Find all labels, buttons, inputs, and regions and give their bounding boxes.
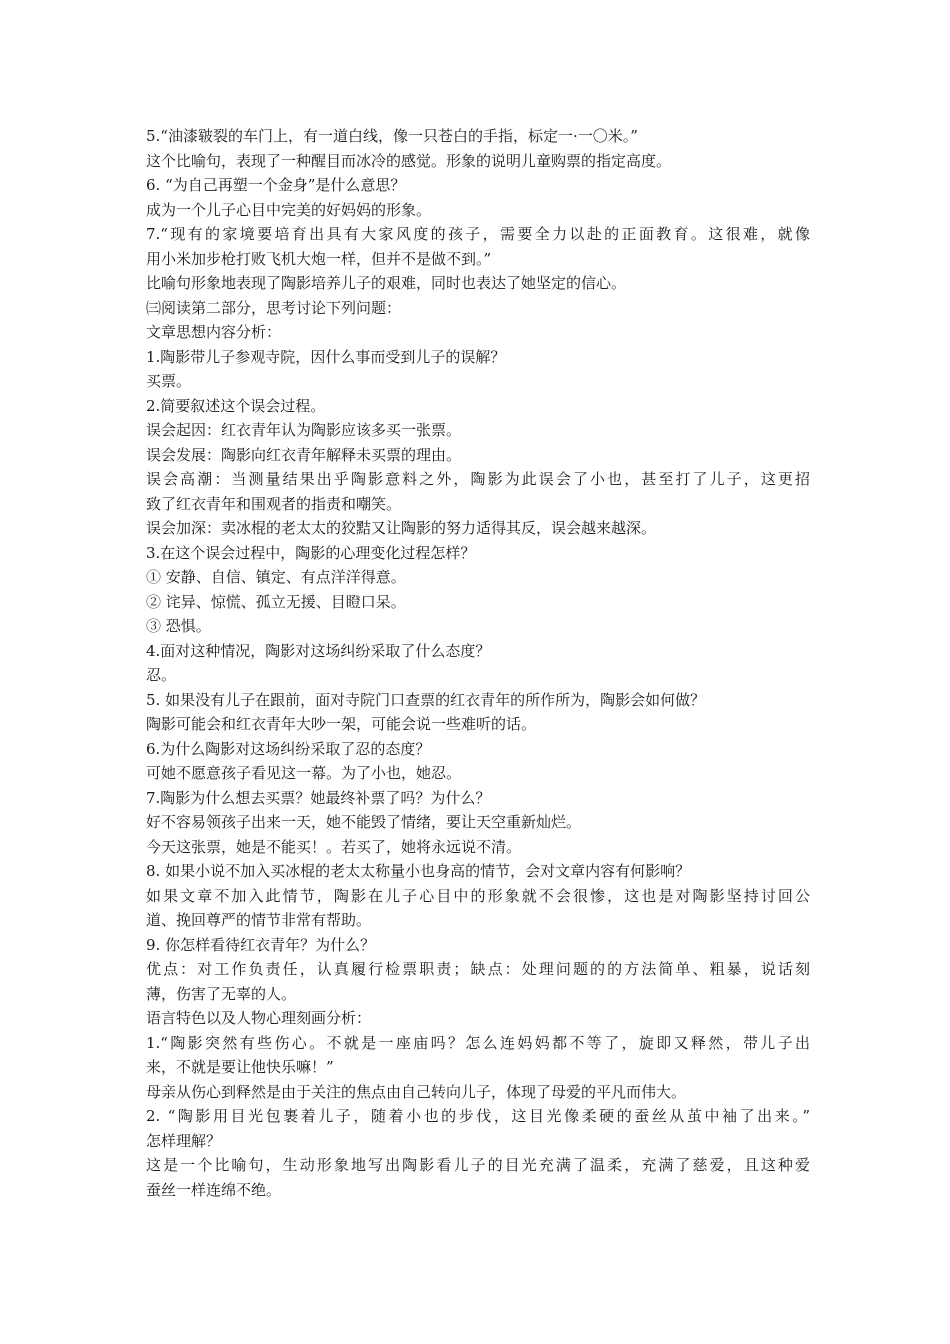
text-line: 这是一个比喻句，生动形象地写出陶影看儿子的目光充满了温柔，充满了慈爱，且这种爱: [146, 1156, 810, 1174]
text-line: 致了红衣青年和围观者的指责和嘲笑。: [146, 494, 402, 513]
text-line: 这个比喻句，表现了一种醒目而冰冷的感觉。形象的说明儿童购票的指定高度。: [146, 151, 672, 170]
text-line: 道、挽回尊严的情节非常有帮助。: [146, 911, 372, 929]
text-line: 7.“现有的家境要培育出具有大家风度的孩子，需要全力以赴的正面教育。这很难，就像: [146, 225, 810, 243]
text-line: 语言特色以及人物心理刻画分析：: [146, 1009, 372, 1027]
text-line: 3.在这个误会过程中，陶影的心理变化过程怎样？: [146, 543, 476, 562]
text-line: 如果文章不加入此情节，陶影在儿子心目中的形象就不会很惨，这也是对陶影坚持讨回公: [146, 886, 810, 905]
text-line: ㈢阅读第二部分，思考讨论下列问题：: [146, 298, 402, 317]
text-line: 1.“陶影突然有些伤心。不就是一座庙吗？怎么连妈妈都不等了，旋即又释然，带儿子出: [146, 1033, 810, 1052]
text-line: 1.陶影带儿子参观寺院，因什么事而受到儿子的误解？: [146, 347, 506, 366]
text-line: ① 安静、自信、镇定、有点洋洋得意。: [146, 568, 406, 586]
text-line: 误会起因：红衣青年认为陶影应该多买一张票。: [146, 421, 462, 439]
text-line: 来，不就是要让他快乐嘛！”: [146, 1058, 334, 1076]
text-line: ③ 恐惧。: [146, 617, 211, 635]
text-line: 误会发展：陶影向红衣青年解释未买票的理由。: [146, 445, 462, 464]
text-line: 文章思想内容分析：: [146, 323, 282, 341]
text-line: 误会高潮：当测量结果出乎陶影意料之外，陶影为此误会了小也，甚至打了儿子，这更招: [146, 470, 810, 488]
text-line: 6.为什么陶影对这场纠纷采取了忍的态度？: [146, 739, 431, 758]
text-line: 9. 你怎样看待红衣青年？为什么？: [146, 935, 376, 954]
text-line: 母亲从伤心到释然是由于关注的焦点由自己转向儿子，体现了母爱的平凡而伟大。: [146, 1082, 687, 1101]
text-line: 成为一个儿子心目中完美的好妈妈的形象。: [146, 200, 432, 219]
text-line: 薄，伤害了无辜的人。: [146, 984, 297, 1003]
text-line: 8. 如果小说不加入买冰棍的老太太称量小也身高的情节，会对文章内容有何影响？: [146, 862, 691, 880]
text-line: 5.“油漆皲裂的车门上，有一道白线，像一只苍白的手指，标定一·一〇米。”: [146, 127, 638, 145]
text-line: 陶影可能会和红衣青年大吵一架，可能会说一些难听的话。: [146, 715, 537, 733]
text-line: 今天这张票，她是不能买！。若买了，她将永远说不清。: [146, 837, 522, 856]
text-line: ② 诧异、惊慌、孤立无援、目瞪口呆。: [146, 592, 406, 611]
text-line: 忍。: [146, 666, 177, 684]
text-line: 可她不愿意孩子看见这一幕。为了小也，她忍。: [146, 764, 462, 782]
text-line: 2. “陶影用目光包裹着儿子，随着小也的步伐，这目光像柔硬的蚕丝从茧中袖了出来。”: [146, 1107, 810, 1125]
text-line: 误会加深：卖冰棍的老太太的狡黠又让陶影的努力适得其反，误会越来越深。: [146, 519, 657, 537]
text-line: 4.面对这种情况，陶影对这场纠纷采取了什么态度？: [146, 641, 491, 660]
text-line: 买票。: [146, 372, 192, 390]
document-body: [146, 124, 810, 1202]
text-line: 好不容易领孩子出来一天，她不能毁了情绪，要让天空重新灿烂。: [146, 813, 582, 831]
text-line: 优点：对工作负责任，认真履行检票职责；缺点：处理问题的的方法简单、粗暴，说话刻: [146, 960, 810, 978]
text-line: 6. “为自己再塑一个金身”是什么意思？: [146, 176, 406, 194]
text-line: 5. 如果没有儿子在跟前，面对寺院门口查票的红衣青年的所作所为，陶影会如何做？: [146, 690, 706, 709]
text-line: 蚕丝一样连绵不绝。: [146, 1180, 282, 1199]
text-line: 比喻句形象地表现了陶影培养儿子的艰难，同时也表达了她坚定的信心。: [146, 274, 627, 292]
text-line: 用小米加步枪打败飞机大炮一样，但并不是做不到。”: [146, 249, 492, 268]
text-line: 7.陶影为什么想去买票？她最终补票了吗？为什么？: [146, 788, 491, 807]
text-line: 怎样理解？: [146, 1131, 222, 1150]
text-line: 2.简要叙述这个误会过程。: [146, 396, 326, 415]
